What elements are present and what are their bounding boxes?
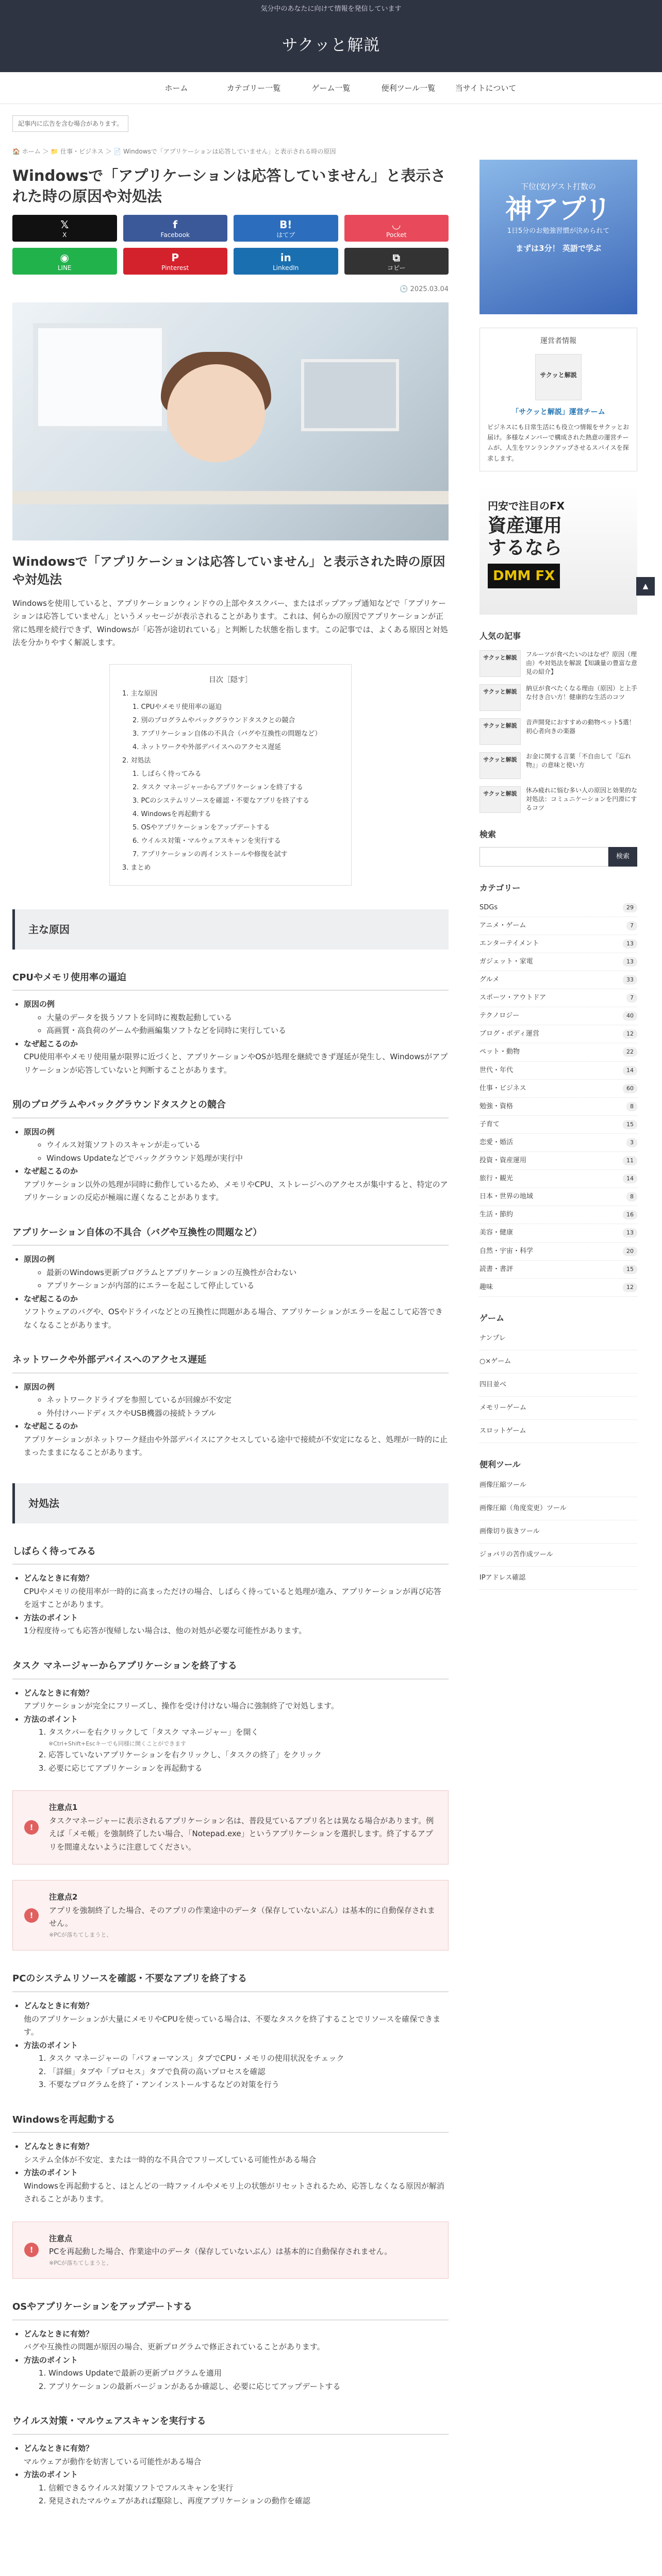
list-text: アプリケーションがネットワーク経由や外部デバイスにアクセスしている途中で接続が不安定になると、処理が一時的に止まったままになることがあります。: [24, 1434, 448, 1458]
list-text: ソフトウェアのバグや、OSやドライバなどとの互換性に問題がある場合、アプリケーションがエラーを起こして応答できなくなることがあります。: [24, 1307, 443, 1330]
warning-title: 注意点2: [49, 1892, 78, 1902]
fix-heading: OSやアプリケーションをアップデートする: [12, 2299, 449, 2320]
exclamation-icon: !: [24, 1820, 39, 1835]
category-count: 40: [623, 1011, 637, 1021]
toc-item[interactable]: 3. PCのシステムリソースを確認・不要なアプリを終了する: [133, 796, 309, 805]
share-x-button[interactable]: 𝕏 X: [12, 215, 117, 242]
category-name: 日本・世界の地域: [479, 1193, 534, 1201]
game-link[interactable]: ナンプレ: [479, 1327, 637, 1350]
article-heading: Windowsで「アプリケーションは応答していません」と表示された時の原因や対処法: [12, 554, 445, 587]
list-label: どんなときに有効？: [24, 2444, 94, 2453]
scroll-top-button[interactable]: [636, 577, 655, 596]
sidebar: [479, 104, 637, 2508]
category-count: 20: [623, 1247, 637, 1256]
ad-text: 円安で注目のFX: [488, 500, 565, 513]
category-item[interactable]: [479, 1116, 637, 1134]
category-count: 12: [623, 1283, 637, 1292]
global-nav: [0, 72, 662, 104]
fix-heading: PCのシステムリソースを確認・不要なアプリを終了する: [12, 1971, 449, 1992]
list-label: 原因の例: [24, 999, 55, 1009]
step-item: 1. Windows Updateで最新の更新プログラムを適用: [48, 2367, 449, 2380]
cause-list: [12, 1381, 449, 1460]
category-item[interactable]: [479, 1152, 637, 1170]
list-label: 方法のポイント: [24, 1613, 78, 1622]
cause-list: [12, 1126, 449, 1205]
category-item[interactable]: [479, 1206, 637, 1224]
toc-item[interactable]: 1. 主な原因: [122, 689, 158, 698]
category-item[interactable]: [479, 1025, 637, 1043]
step-item: 3. 不要なプログラムを終了・アンインストールするなどの対策を行う: [48, 2078, 449, 2092]
category-item[interactable]: [479, 1043, 637, 1061]
popular-item[interactable]: サクッと解説 音声開発におすすめの動物ペット5選！初心者向きの楽器: [479, 718, 637, 745]
fix-heading: しばらく待ってみる: [12, 1544, 449, 1565]
fix-list: [12, 2140, 449, 2206]
ad-text: 1日5分のお勉強習慣が決められて: [507, 227, 610, 235]
popular-thumb: サクッと解説: [479, 684, 521, 711]
category-name: ペット・動物: [479, 1048, 520, 1056]
cause-heading: 別のプログラムやバックグラウンドタスクとの競合: [12, 1097, 449, 1118]
toc-title[interactable]: 目次［隠す］: [209, 675, 252, 684]
list-label: 方法のポイント: [24, 2040, 78, 2050]
category-name: 旅行・観光: [479, 1175, 514, 1183]
exclamation-icon: !: [24, 1908, 39, 1923]
operator-info: [479, 328, 637, 471]
warning-text: アプリを強制終了した場合、そのアプリの作業途中のデータ（保存していないぶん）は基本的に自動保存されません。: [49, 1905, 435, 1928]
category-count: 29: [623, 903, 637, 912]
toc-item[interactable]: 1. しばらく待ってみる: [133, 770, 202, 778]
ad-headline: 神アプリ: [505, 194, 611, 225]
category-count: 14: [623, 1174, 637, 1183]
category-count: 14: [623, 1066, 637, 1075]
list-item: ◦ 最新のWindows更新プログラムとアプリケーションの互換性が合わない: [46, 1266, 449, 1280]
fix-list: [12, 2328, 449, 2394]
list-item: ◦ 外付けハードディスクやUSB機器の接続トラブル: [46, 1407, 449, 1420]
category-name: SDGs: [479, 903, 498, 911]
sidebar-ad-app[interactable]: [479, 160, 637, 314]
share-copy-button[interactable]: ⧉ コピー: [344, 248, 449, 275]
warning-subnote: ※PCが落ちてしまうと、: [49, 2259, 112, 2266]
fix-heading: タスク マネージャーからアプリケーションを終了する: [12, 1658, 449, 1680]
list-item: ◦ Windows Updateなどでバックグラウンド処理が実行中: [46, 1152, 449, 1165]
toc-item[interactable]: 1. CPUやメモリ使用率の逼迫: [133, 703, 222, 711]
line-icon: ◉: [60, 251, 69, 264]
list-text: 1分程度待っても応答が復帰しない場合は、他の対処が必要な可能性があります。: [24, 1626, 307, 1636]
step-item: 2. 「詳細」タブや「プロセス」タブで負荷の高いプロセスを確認: [48, 2065, 449, 2079]
nav-about[interactable]: 当サイトについて: [455, 83, 517, 93]
nav-categories[interactable]: カテゴリー一覧: [226, 83, 281, 93]
pinterest-icon: P: [171, 251, 179, 264]
category-count: 16: [623, 1210, 637, 1219]
article-title: Windowsで「アプリケーションは応答していません」と表示された時の原因や対処法: [12, 166, 446, 205]
list-label: 原因の例: [24, 1127, 55, 1137]
game-link[interactable]: ○×ゲーム: [479, 1350, 637, 1374]
category-item[interactable]: [479, 953, 637, 971]
operator-avatar: サクッと解説: [535, 354, 582, 400]
tool-link[interactable]: 画像圧縮ツール: [479, 1474, 637, 1497]
category-item[interactable]: [479, 971, 637, 989]
step-item: 1. 信頼できるウイルス対策ソフトでフルスキャンを実行: [48, 2482, 449, 2495]
popular-item[interactable]: サクッと解説 フルーツが食べたいのはなぜ？原因（理由）や対処法を解説【知識量の豊富な意見の紹介】: [479, 650, 637, 677]
category-item[interactable]: [479, 989, 637, 1007]
category-name: 美容・健康: [479, 1229, 514, 1237]
game-link[interactable]: スロットゲーム: [479, 1420, 637, 1443]
tool-link[interactable]: 画像圧縮（角度変更）ツール: [479, 1497, 637, 1520]
list-item: ◦ ネットワークドライブを参照しているが回線が不安定: [46, 1394, 449, 1407]
hatena-icon: B!: [279, 218, 292, 231]
category-count: 8: [626, 1192, 637, 1201]
category-count: 13: [623, 939, 637, 948]
copy-icon: ⧉: [392, 251, 400, 264]
game-list: [479, 1327, 637, 1443]
popular-thumb: サクッと解説: [479, 650, 521, 677]
share-linkedin-button[interactable]: in LinkedIn: [234, 248, 338, 275]
category-item[interactable]: [479, 1080, 637, 1098]
category-item[interactable]: [479, 1098, 637, 1116]
warning-box: [12, 2222, 449, 2279]
category-count: 12: [623, 1029, 637, 1039]
category-item[interactable]: [479, 1170, 637, 1188]
list-label: どんなときに有効？: [24, 2001, 94, 2011]
operator-title: 運営者情報: [540, 337, 576, 345]
list-label: どんなときに有効？: [24, 2329, 94, 2338]
list-text: CPU使用率やメモリ使用量が限界に近づくと、アプリケーションやOSが処理を継続できず遅延が発生し、Windowsがアプリケーションが応答していないと判断することがあります。: [24, 1052, 448, 1075]
popular-thumb: サクッと解説: [479, 752, 521, 779]
category-name: 子育て: [479, 1120, 500, 1128]
share-facebook-button[interactable]: f Facebook: [123, 215, 228, 242]
fix-list: [12, 1687, 449, 1775]
step-item: 1. タスクバーを右クリックして「タスク マネージャー」を開く ※Ctrl+Shift+Escキーでも同様に開くことができます: [48, 1726, 449, 1749]
operator-description: ビジネスにも日常生活にも役立つ情報をサクッとお届け。多様なメンバーで構成された熱意の運営チームが、人生をワンランクアップさせるスパイスを探求します。: [487, 423, 630, 462]
category-count: 22: [623, 1047, 637, 1057]
search-input[interactable]: [479, 847, 608, 867]
category-name: 勉強・資格: [479, 1102, 514, 1110]
list-label: 原因の例: [24, 1382, 55, 1392]
hero-image: [12, 302, 449, 540]
category-count: 13: [623, 957, 637, 967]
tool-title: 便利ツール: [479, 1460, 521, 1470]
category-count: 7: [626, 993, 637, 1003]
category-count: 3: [626, 1138, 637, 1147]
popular-item[interactable]: サクッと解説 休み疲れに悩む多い人の原因と効果的な対処法：コミュニケーションを円滑にするコツ: [479, 786, 637, 813]
nav-games[interactable]: ゲーム一覧: [311, 83, 351, 93]
list-label: なぜ起こるのか: [24, 1294, 78, 1303]
step-item: 3. 必要に応じてアプリケーションを再起動する: [48, 1762, 449, 1775]
category-count: 11: [623, 1156, 637, 1165]
breadcrumb[interactable]: 🏠 ホーム ＞ 📁 仕事・ビジネス ＞ 📄 Windowsで「アプリケーションは応答していません」と表示される時の原因: [12, 148, 336, 156]
category-title: カテゴリー: [479, 883, 521, 893]
top-announcement: 気分中のあなたに向けて情報を発信しています: [0, 0, 662, 19]
category-item[interactable]: [479, 1261, 637, 1279]
toc-item[interactable]: 5. OSやアプリケーションをアップデートする: [133, 823, 270, 832]
exclamation-icon: !: [24, 2243, 39, 2257]
list-text: 他のアプリケーションが大量にメモリやCPUを使っている場合は、不要なタスクを終了することでリソースを確保できます。: [24, 2014, 441, 2037]
toc-item[interactable]: 2. 対処法: [122, 756, 151, 765]
popular-item[interactable]: サクッと解説 お金に関する言葉「不自由して『忘れ物』」の意味と使い方: [479, 752, 637, 779]
category-name: 読書・書評: [479, 1265, 514, 1273]
fix-heading: Windowsを再起動する: [12, 2112, 449, 2133]
category-item[interactable]: [479, 935, 637, 953]
warning-title: 注意点: [49, 2233, 73, 2243]
toc-item[interactable]: 3. まとめ: [122, 863, 151, 872]
list-label: なぜ起こるのか: [24, 1039, 78, 1048]
section-heading-fixes: 対処法: [12, 1483, 449, 1523]
list-label: なぜ起こるのか: [24, 1166, 78, 1176]
list-text: アプリケーションが完全にフリーズし、操作を受け付けない場合に強制終了で対処します。: [24, 1701, 339, 1711]
pocket-icon: ◡: [392, 218, 401, 231]
category-name: 世代・年代: [479, 1066, 514, 1074]
warning-text: タスクマネージャーに表示されるアプリケーション名は、普段見ているアプリ名とは異なる場合があります。例えば「メモ帳」を強制終了したい場合、「Notepad.exe」というアプリケーションを選択します。終了するアプリを間違えないように注意してください。: [49, 1816, 434, 1852]
cause-heading: CPUやメモリ使用率の逼迫: [12, 970, 449, 991]
category-item[interactable]: [479, 1279, 637, 1297]
list-item: ◦ ウイルス対策ソフトのスキャンが走っている: [46, 1139, 449, 1152]
tool-link[interactable]: ジョバリの苦作成ツール: [479, 1544, 637, 1567]
category-name: アニメ・ゲーム: [479, 921, 526, 929]
nav-tools[interactable]: 便利ツール一覧: [381, 83, 436, 93]
search-button[interactable]: 検索: [608, 847, 637, 867]
warning-subnote: ※PCが落ちてしまうと、: [49, 1931, 112, 1938]
list-label: 方法のポイント: [24, 2470, 78, 2479]
site-title[interactable]: サクッと解説: [0, 19, 662, 72]
category-name: テクノロジー: [479, 1012, 520, 1020]
facebook-icon: f: [173, 218, 178, 231]
category-name: ガジェット・家電: [479, 958, 533, 965]
list-label: どんなときに有効？: [24, 1688, 94, 1698]
ad-brand: DMM FX: [488, 564, 560, 588]
category-name: スポーツ・アウトドア: [479, 994, 547, 1002]
ad-text: 下位(安)ゲスト打数の: [520, 182, 597, 191]
category-name: ブログ・ボディ運営: [479, 1030, 539, 1038]
list-item: ◦ 大量のデータを扱うソフトを同時に複数起動している: [46, 1011, 449, 1025]
list-label: 方法のポイント: [24, 2355, 78, 2365]
category-item[interactable]: [479, 1007, 637, 1025]
share-pocket-button[interactable]: ◡ Pocket: [344, 215, 449, 242]
category-name: グルメ: [479, 976, 500, 984]
category-count: 60: [623, 1084, 637, 1093]
tool-link[interactable]: 画像切り抜きツール: [479, 1520, 637, 1544]
ad-headline: するなら: [488, 537, 562, 559]
chevron-up-icon: ▲: [642, 582, 649, 590]
step-item: 2. アプリケーションの最新バージョンがあるか確認し、必要に応じてアップデートする: [48, 2380, 449, 2394]
step-note: ※Ctrl+Shift+Escキーでも同様に開くことができます: [48, 1740, 186, 1747]
table-of-contents: [109, 664, 352, 886]
warning-text: PCを再起動した場合、作業途中のデータ（保存していないぶん）は基本的に自動保存されません。: [49, 2247, 392, 2257]
list-text: CPUやメモリの使用率が一時的に高まっただけの場合、しばらく待っていると処理が進み、アプリケーションが再び応答を返すことがあります。: [24, 1586, 441, 1609]
share-pinterest-button[interactable]: P Pinterest: [123, 248, 228, 275]
category-name: 生活・節約: [479, 1211, 514, 1219]
category-item[interactable]: [479, 1188, 637, 1206]
step-item: 1. タスク マネージャーの「パフォーマンス」タブでCPU・メモリの使用状況をチェック: [48, 2052, 449, 2065]
category-count: 13: [623, 1228, 637, 1238]
category-item[interactable]: [479, 1062, 637, 1080]
ad-cta: まずは3分！ 英語で学ぶ: [516, 243, 601, 253]
linkedin-icon: in: [280, 251, 291, 264]
main-content: [12, 104, 449, 2508]
popular-thumb: サクッと解説: [479, 786, 521, 813]
intro-text: Windowsを使用していると、アプリケーションウィンドウの上部やタスクバー、またはポップアップ通知などで「アプリケーションは応答していません」というメッセージが表示されることがあります。これは、何らかの原因でアプリケーションが正常に処理を続行できず、Windowsが「応答が途切れている」と判断した状態を指します。この記事では、よくある原因と対処法を分かりやすく解説します。: [12, 598, 448, 647]
list-text: マルウェアが動作を妨害している可能性がある場合: [24, 2456, 202, 2466]
category-item[interactable]: [479, 1243, 637, 1261]
category-list: [479, 899, 637, 1297]
list-label: どんなときに有効？: [24, 2142, 94, 2151]
toc-item[interactable]: 4. Windowsを再起動する: [133, 810, 211, 818]
category-count: 7: [626, 921, 637, 930]
step-item: 2. 応答していないアプリケーションを右クリックし、「タスクの終了」をクリック: [48, 1749, 449, 1762]
share-hatena-button[interactable]: B! はてブ: [234, 215, 338, 242]
toc-item[interactable]: 3. アプリケーション自体の不具合（バグや互換性の問題など）: [133, 730, 322, 738]
toc-item[interactable]: 7. アプリケーションの再インストールや修復を試す: [133, 850, 288, 858]
post-date: 🕒 2025.03.04: [400, 285, 449, 293]
category-item[interactable]: [479, 917, 637, 935]
toc-item[interactable]: 2. タスク マネージャーからアプリケーションを終了する: [133, 783, 303, 791]
nav-home[interactable]: ホーム: [164, 83, 188, 93]
share-buttons: [12, 215, 449, 275]
list-item: ◦ アプリケーションが内部的にエラーを起こして停止している: [46, 1279, 449, 1293]
category-name: エンターテイメント: [479, 939, 539, 947]
cause-heading: ネットワークや外部デバイスへのアクセス遅延: [12, 1352, 449, 1374]
category-name: 投資・資産運用: [479, 1157, 527, 1165]
category-name: 恋愛・婚活: [479, 1138, 514, 1146]
list-label: どんなときに有効？: [24, 1573, 94, 1583]
popular-item[interactable]: サクッと解説 納豆が食べたくなる理由（原因）と上手な付き合い方！健康的な生活のコツ: [479, 684, 637, 711]
step-item: 2. 発見されたマルウェアがあれば駆除し、再度アプリケーションの動作を確認: [48, 2495, 449, 2508]
game-title: ゲーム: [479, 1313, 505, 1323]
list-text: アプリケーション以外の処理が同時に動作しているため、メモリやCPU、ストレージへのアクセスが集中すると、特定のアプリケーションの反応が極端に遅くなることがあります。: [24, 1179, 448, 1202]
list-text: システム全体が不安定、または一時的な不具合でフリーズしている可能性がある場合: [24, 2155, 317, 2164]
popular-title: 人気の記事: [479, 631, 521, 641]
tool-list: [479, 1474, 637, 1590]
list-item: ◦ 高画質・高負荷のゲームや動画編集ソフトなどを同時に実行している: [46, 1024, 449, 1038]
fix-list: [12, 1999, 449, 2092]
popular-thumb: サクッと解説: [479, 718, 521, 745]
cause-list: [12, 998, 449, 1077]
category-name: 自然・宇宙・科学: [479, 1247, 534, 1255]
category-item[interactable]: [479, 1224, 637, 1242]
fix-list: [12, 2442, 449, 2508]
category-count: 33: [623, 975, 637, 985]
category-item[interactable]: [479, 899, 637, 917]
list-text: Windowsを再起動すると、ほとんどの一時ファイルやメモリ上の状態がリセットされるため、応答しなくなる原因が解消されることがあります。: [24, 2181, 444, 2204]
cause-list: [12, 1253, 449, 1332]
sidebar-ad-fx[interactable]: [479, 485, 637, 615]
fix-list: [12, 1572, 449, 1638]
warning-box: [12, 1790, 449, 1865]
category-name: 仕事・ビジネス: [479, 1084, 526, 1092]
warning-title: 注意点1: [49, 1803, 78, 1812]
category-count: 15: [623, 1265, 637, 1274]
fix-heading: ウイルス対策・マルウェアスキャンを実行する: [12, 2414, 449, 2435]
tool-link[interactable]: IPアドレス確認: [479, 1567, 637, 1590]
x-icon: 𝕏: [60, 218, 69, 231]
list-label: 原因の例: [24, 1255, 55, 1264]
toc-item[interactable]: 6. ウイルス対策・マルウェアスキャンを実行する: [133, 837, 281, 845]
list-text: バグや互換性の問題が原因の場合、更新プログラムで修正されていることがあります。: [24, 2342, 325, 2352]
ad-notice: 記事内に広告を含む場合があります。: [12, 115, 128, 132]
list-label: 方法のポイント: [24, 2168, 78, 2178]
game-link[interactable]: メモリーゲーム: [479, 1397, 637, 1420]
list-label: 方法のポイント: [24, 1714, 78, 1724]
category-name: 趣味: [479, 1283, 493, 1291]
search-title: 検索: [479, 829, 496, 840]
category-count: 8: [626, 1102, 637, 1111]
game-link[interactable]: 四目並べ: [479, 1374, 637, 1397]
cause-heading: アプリケーション自体の不具合（バグや互換性の問題など）: [12, 1225, 449, 1246]
category-item[interactable]: [479, 1134, 637, 1152]
toc-item[interactable]: 4. ネットワークや外部デバイスへのアクセス遅延: [133, 743, 282, 751]
share-line-button[interactable]: ◉ LINE: [12, 248, 117, 275]
list-label: なぜ起こるのか: [24, 1421, 78, 1431]
operator-name[interactable]: 「サクッと解説」運営チーム: [511, 408, 605, 416]
section-heading-causes: 主な原因: [12, 909, 449, 950]
ad-headline: 資産運用: [488, 515, 562, 537]
category-count: 15: [623, 1120, 637, 1129]
toc-item[interactable]: 2. 別のプログラムやバックグラウンドタスクとの競合: [133, 716, 295, 724]
warning-box: [12, 1880, 449, 1951]
